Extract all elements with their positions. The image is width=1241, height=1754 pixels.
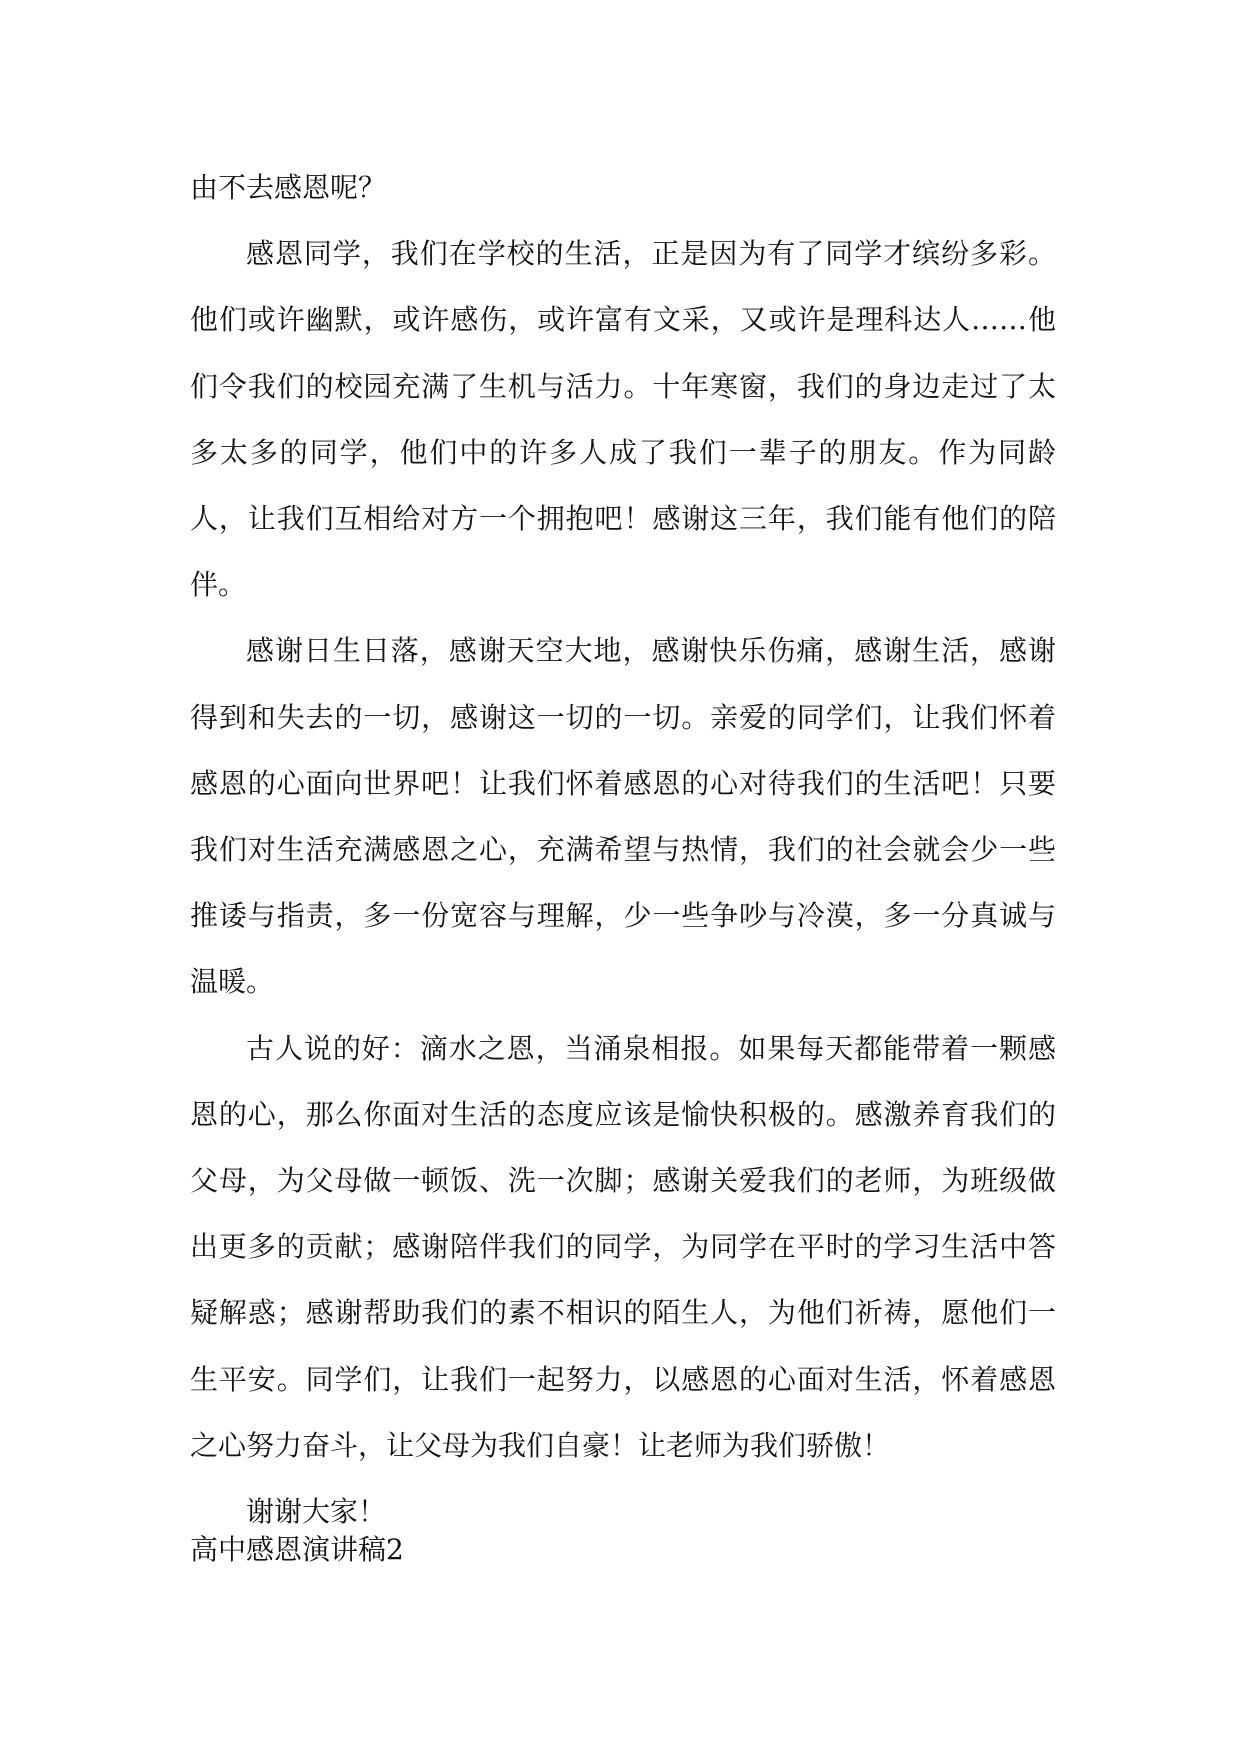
paragraph-2: 感恩同学，我们在学校的生活，正是因为有了同学才缤纷多彩。他们或许幽默，或许感伤，或许富有文采，又或许是理科达人……他们令我们的校园充满了生机与活力。十年寒窗，我们的身边走过了太多太多的同学，他们中的许多人成了我们一辈子的朋友。作为同龄人，让我们互相给对方一个拥抱吧！感谢这三年，我们能有他们的陪伴。 — [190, 237, 1056, 602]
body-text — [190, 155, 1056, 1545]
paragraph-5: 谢谢大家！ — [246, 1495, 387, 1529]
paragraph-1: 由不去感恩呢？ — [190, 171, 387, 204]
paragraph-3: 感谢日生日落，感谢天空大地，感谢快乐伤痛，感谢生活，感谢得到和失去的一切，感谢这一切的一切。亲爱的同学们，让我们怀着感恩的心面向世界吧！让我们怀着感恩的心对待我们的生活吧！只要我们对生活充满感恩之心，充满希望与热情，我们的社会就会少一些推诿与指责，多一份宽容与理解，少一些争吵与冷漠，多一分真诚与温暖。 — [190, 634, 1056, 999]
paragraph-4: 古人说的好：滴水之恩，当涌泉相报。如果每天都能带着一颗感恩的心，那么你面对生活的态度应该是愉快积极的。感激养育我们的父母，为父母做一顿饭、洗一次脚；感谢关爱我们的老师，为班级做出更多的贡献；感谢陪伴我们的同学，为同学在平时的学习生活中答疑解惑；感谢帮助我们的素不相识的陌生人，为他们祈祷，愿他们一生平安。同学们，让我们一起努力，以感恩的心面对生活，怀着感恩之心努力奋斗，让父母为我们自豪！让老师为我们骄傲！ — [190, 1031, 1056, 1462]
section-heading: 高中感恩演讲稿2 — [190, 1533, 404, 1566]
